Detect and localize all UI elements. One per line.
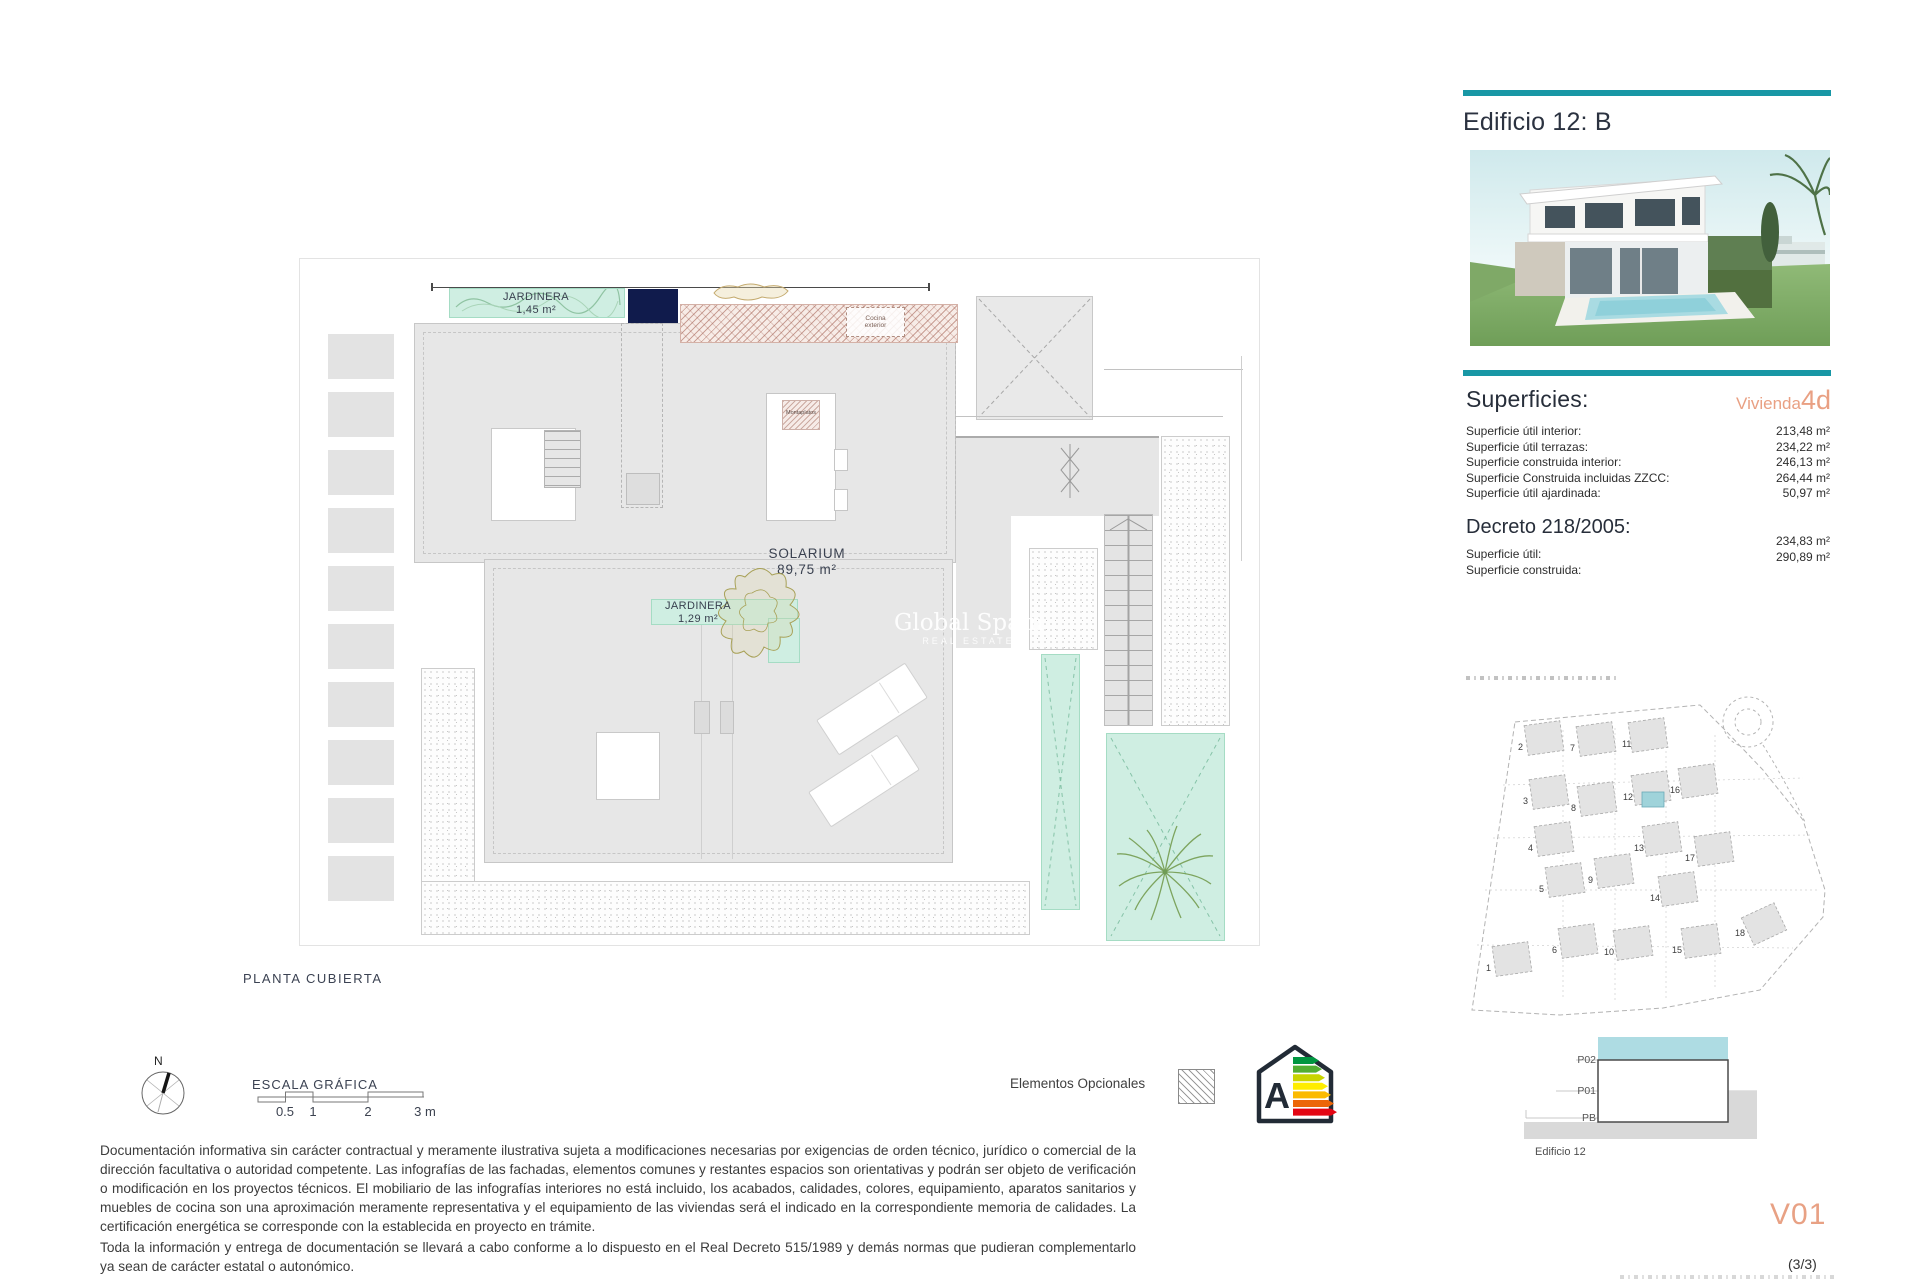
jardinera-top-name: JARDINERA bbox=[503, 291, 569, 303]
energy-rating-icon bbox=[1252, 1042, 1338, 1126]
solarium-name: SOLARIUM bbox=[768, 546, 846, 561]
cropped-footer-text bbox=[1620, 1275, 1835, 1279]
section-level-pb: PB bbox=[1581, 1112, 1596, 1124]
decreto-heading: Decreto 218/2005: bbox=[1466, 516, 1631, 538]
jardinera-mid-label bbox=[648, 600, 748, 626]
boundary-tick-right bbox=[928, 283, 930, 291]
compass-icon bbox=[138, 1068, 188, 1118]
railing-mark bbox=[1057, 444, 1083, 498]
scale-tick-0: 0.5 bbox=[275, 1104, 295, 1119]
gravel-band-right bbox=[1161, 436, 1230, 726]
superficies-row bbox=[1466, 455, 1830, 471]
chimney-block bbox=[628, 289, 678, 323]
cocina-line2: exterior bbox=[864, 322, 887, 329]
table-cutout bbox=[766, 393, 836, 521]
decreto-value-2: 290,89 m² bbox=[1775, 550, 1830, 564]
decreto-label-1: Superficie útil: bbox=[1466, 547, 1542, 561]
vivienda-tag bbox=[1650, 385, 1831, 416]
siteplan-number: 18 bbox=[1735, 928, 1746, 938]
scale-title: ESCALA GRÁFICA bbox=[252, 1077, 378, 1092]
cocina-exterior-tag bbox=[846, 307, 905, 337]
pergola-x bbox=[977, 297, 1092, 419]
siteplan-caption-blur bbox=[1466, 676, 1616, 680]
floor-plan bbox=[299, 258, 1260, 946]
chair-tab bbox=[834, 449, 848, 471]
outdoor-kitchen-hatch bbox=[680, 304, 958, 343]
section-diagram bbox=[1510, 1030, 1770, 1142]
siteplan-number: 16 bbox=[1670, 785, 1681, 795]
planter-strip bbox=[1041, 654, 1080, 910]
terrace-edge-line bbox=[1104, 369, 1243, 370]
compass-north-label: N bbox=[154, 1054, 163, 1068]
sup-value: 246,13 m² bbox=[1775, 455, 1830, 469]
watermark bbox=[886, 611, 1051, 647]
cocina-line1: Cocina bbox=[865, 315, 886, 322]
optional-elements-label: Elementos Opcionales bbox=[1010, 1076, 1146, 1091]
stair-small bbox=[544, 430, 581, 488]
section-caption: Edificio 12 bbox=[1535, 1146, 1586, 1158]
siteplan-number: 10 bbox=[1604, 947, 1615, 957]
roof-post bbox=[720, 701, 734, 734]
siteplan-number: 6 bbox=[1552, 945, 1558, 955]
section-level-p01: P01 bbox=[1577, 1085, 1596, 1097]
section-level-p02: P02 bbox=[1577, 1054, 1596, 1066]
siteplan-number: 15 bbox=[1672, 945, 1683, 955]
watermark-line2: REAL ESTATE bbox=[922, 636, 1015, 646]
siteplan-number: 4 bbox=[1528, 843, 1534, 853]
jardinera-mid-area: 1,29 m² bbox=[677, 613, 719, 625]
siteplan-number: 13 bbox=[1634, 843, 1645, 853]
version-label: V01 bbox=[1770, 1198, 1827, 1231]
siteplan-number: 5 bbox=[1539, 884, 1545, 894]
siteplan-number: 9 bbox=[1588, 875, 1594, 885]
superficies-row bbox=[1466, 471, 1830, 487]
roof-post bbox=[694, 701, 710, 734]
boundary-tick-left bbox=[431, 283, 433, 291]
site-plan bbox=[1463, 690, 1853, 1022]
chair-tab bbox=[834, 489, 848, 511]
palm-tree bbox=[1107, 734, 1224, 940]
jardinera-top-label bbox=[449, 291, 623, 317]
watermark-line1: Global Spain bbox=[893, 610, 1044, 636]
plan-title: PLANTA CUBIERTA bbox=[243, 971, 383, 986]
section-highlight-level bbox=[1598, 1037, 1728, 1060]
scale-tick-3: 3 m bbox=[414, 1104, 436, 1119]
siteplan-number: 14 bbox=[1650, 893, 1661, 903]
skylight-cutout-lower bbox=[596, 732, 660, 800]
palm-garden bbox=[1106, 733, 1225, 941]
sup-label: Superficie Construida incluidas ZZCC: bbox=[1466, 470, 1670, 485]
siteplan-highlight-12 bbox=[1642, 792, 1664, 807]
building-title: Edificio 12: B bbox=[1463, 108, 1612, 136]
jardinera-mid-name: JARDINERA bbox=[665, 600, 731, 612]
siteplan-number: 1 bbox=[1486, 963, 1492, 973]
siteplan-number: 12 bbox=[1623, 792, 1634, 802]
siteplan-number: 3 bbox=[1523, 796, 1529, 806]
sup-label: Superficie construida interior: bbox=[1466, 455, 1622, 469]
shaft-block bbox=[626, 473, 660, 505]
montaplatos-label: Montaplatos bbox=[786, 410, 816, 416]
superficies-row bbox=[1466, 440, 1830, 456]
exterior-stairs bbox=[1104, 514, 1153, 726]
disclaimer-paragraph-1: Documentación informativa sin carácter contractual y meramente ilustrativa sujeta a modificaciones necesarias por exigencias de orden técnico, jurídico o comercial de la dirección facultativa o autoridad competente. Las infografías de las fachadas, elementos comunes y restantes espacios son orientativas y podrán ser objeto de verificación o modificación en los proyectos técnicos. El mobiliario de las infografías interiores no está incluido, los acabados, calidades, colores, equipamiento, aparatos sanitarios y muebles de cocina son una aproximación meramente representativa y el equipamiento de las viviendas será el indicado en la correspondiente memoria de calidades. La certificación energética se corresponde con la establecida en proyecto en trámite. bbox=[100, 1143, 1136, 1234]
sup-label: Superficie útil terrazas: bbox=[1466, 439, 1589, 454]
sidebar-divider-top bbox=[1463, 90, 1831, 96]
scale-bar bbox=[252, 1090, 432, 1104]
sidebar-divider-mid bbox=[1463, 370, 1831, 376]
roof-louvers bbox=[328, 334, 394, 901]
sup-value: 50,97 m² bbox=[1782, 486, 1830, 500]
optional-elements-swatch bbox=[1178, 1069, 1215, 1104]
planter-x bbox=[1042, 655, 1079, 909]
energy-letter: A bbox=[1264, 1075, 1290, 1116]
gravel-band-bottom bbox=[421, 881, 1030, 935]
siteplan-number: 2 bbox=[1518, 742, 1524, 752]
superficies-row bbox=[1466, 424, 1830, 440]
superficies-heading: Superficies: bbox=[1466, 386, 1589, 412]
disclaimer-paragraph-2: Toda la información y entrega de documentación se llevará a cabo conforme a lo dispuesto en el Real Decreto 515/1989 y demás normas que pudieran complementarlo ya sean de carácter estatal o autonómico. bbox=[100, 1240, 1136, 1274]
superficies-table bbox=[1466, 424, 1830, 502]
sup-value: 234,22 m² bbox=[1775, 439, 1830, 454]
sup-value: 264,44 m² bbox=[1775, 470, 1830, 485]
decreto-value-1: 234,83 m² bbox=[1775, 534, 1830, 548]
terrace-edge-line bbox=[956, 416, 1223, 417]
sup-label: Superficie útil ajardinada: bbox=[1466, 486, 1601, 500]
decreto-label-2: Superficie construida: bbox=[1466, 563, 1582, 577]
siteplan-number: 7 bbox=[1570, 743, 1576, 753]
vivienda-type: 4d bbox=[1800, 385, 1831, 415]
siteplan-number: 8 bbox=[1571, 803, 1577, 813]
pergola-skylight bbox=[976, 296, 1093, 420]
scale-tick-1: 1 bbox=[309, 1104, 317, 1119]
scale-tick-2: 2 bbox=[364, 1104, 372, 1119]
villa-render bbox=[1470, 150, 1830, 346]
vivienda-label: Vivienda bbox=[1736, 394, 1801, 413]
solarium-area: 89,75 m² bbox=[777, 562, 837, 577]
sup-value: 213,48 m² bbox=[1775, 424, 1830, 438]
jardinera-top-area: 1,45 m² bbox=[515, 304, 557, 316]
siteplan-number: 17 bbox=[1685, 853, 1696, 863]
stairs-arrow bbox=[1105, 515, 1152, 533]
plant-blob bbox=[708, 279, 794, 305]
terrace-edge-line bbox=[1241, 356, 1242, 561]
siteplan-number: 11 bbox=[1622, 739, 1632, 749]
superficies-row bbox=[1466, 486, 1830, 502]
page-indicator: (3/3) bbox=[1788, 1256, 1817, 1272]
sup-label: Superficie útil interior: bbox=[1466, 424, 1582, 438]
